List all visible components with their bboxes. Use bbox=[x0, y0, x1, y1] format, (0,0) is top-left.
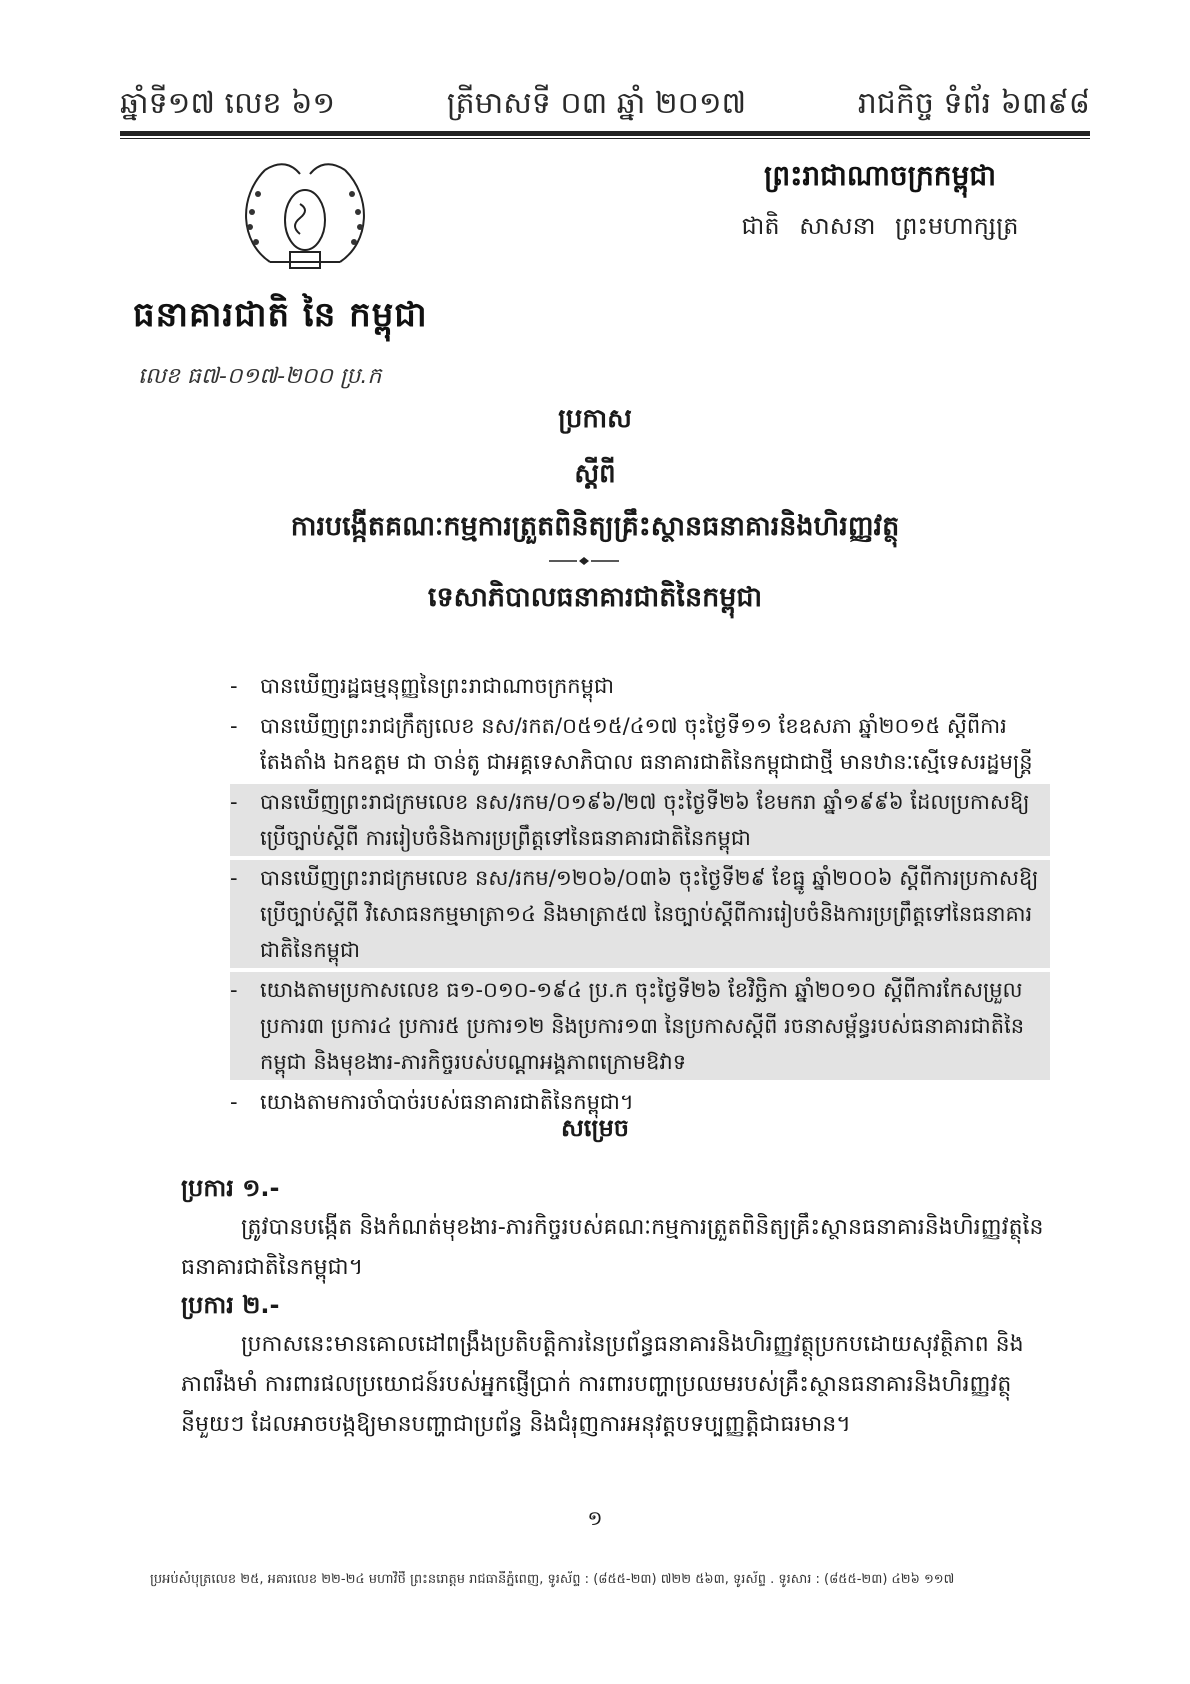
preamble-item: - បានឃើញរដ្ឋធម្មនុញ្ញនៃព្រះរាជាណាចក្រកម្ពុជា bbox=[230, 668, 1050, 704]
header-page-ref: រាជកិច្ច ទំព័រ ៦៣៩៨ bbox=[857, 86, 1090, 121]
running-header bbox=[120, 82, 1090, 128]
document-type: ប្រកាស bbox=[558, 404, 632, 434]
preamble-item: - បានឃើញព្រះរាជក្រឹត្យលេខ នស/រកត/០៥១៥/៤១៧ ចុះថ្ងៃទី១១ ខែឧសភា ឆ្នាំ២០១៥ ស្ដីពីការតែងតាំង ឯកឧត្តម ជា ចាន់តូ ជាអគ្គទេសាភិបាល ធនាគារជាតិនៃកម្ពុជាជាថ្មី មានឋានៈស្មើទេសរដ្ឋមន្ត្រី bbox=[230, 708, 1050, 780]
preamble-item: - បានឃើញព្រះរាជក្រមលេខ នស/រកម/១២០៦/០៣៦ ចុះថ្ងៃទី២៩ ខែធ្នូ ឆ្នាំ២០០៦ ស្ដីពីការប្រកាសឱ្យប្រើច្បាប់ស្ដីពី វិសោធនកម្មមាត្រា១៤ និងមាត្រា៥៧ នៃច្បាប់ស្ដីពីការរៀបចំនិងការប្រព្រឹត្តទៅនៃធនាគារជាតិនៃកម្ពុជា bbox=[230, 860, 1050, 968]
article-2-body: ប្រកាសនេះមានគោលដៅពង្រឹងប្រតិបត្តិការនៃប្រព័ន្ធធនាគារនិងហិរញ្ញវត្ថុប្រកបដោយសុវត្ថិភាព និងភាពរឹងមាំ ការពារផលប្រយោជន៍របស់អ្នកផ្ញើប្រាក់ ការពារបញ្ហាប្រឈមរបស់គ្រឹះស្ថានធនាគារនិងហិរញ្ញវត្ថុនីមួយៗ ដែលអាចបង្កឱ្យមានបញ្ហាជាប្រព័ន្ធ និងជំរុញការអនុវត្តបទប្បញ្ញត្តិជាធរមាន។ bbox=[181, 1332, 1024, 1437]
header-quarter: ត្រីមាសទី ០៣ ឆ្នាំ ២០១៧ bbox=[446, 86, 747, 121]
kingdom-motto: ជាតិ សាសនា ព្រះមហាក្សត្រ bbox=[741, 212, 1019, 240]
document-subject: ការបង្កើតគណៈកម្មការត្រួតពិនិត្យគ្រឹះស្ថានធនាគារនិងហិរញ្ញវត្ថុ bbox=[290, 511, 900, 542]
footer-address: ប្រអប់សំបុត្រលេខ ២៥, អគារលេខ ២២-២៤ មហាវិថី ព្រះនរោត្តម រាជធានីភ្នំពេញ, ទូរស័ព្ទ : (៨៥៥-២៣) ៧២២ ៥៦៣, ទូរស័ព្ទ . ទូរសារ : (៨៥៥-២៣) ៤២៦ ១១៧ bbox=[150, 1572, 955, 1587]
divider-ornament-icon bbox=[549, 555, 619, 567]
document-about: ស្ដីពី bbox=[574, 459, 616, 489]
preamble-list bbox=[230, 668, 1050, 1124]
issuer-title: ទេសាភិបាលធនាគារជាតិនៃកម្ពុជា bbox=[427, 582, 763, 613]
article-1-body: ត្រូវបានបង្កើត និងកំណត់មុខងារ-ភារកិច្ចរបស់គណៈកម្មការត្រួតពិនិត្យគ្រឹះស្ថានធនាគារនិងហិរញ្ញវត្ថុនៃធនាគារជាតិនៃកម្ពុជា។ bbox=[181, 1215, 1044, 1280]
kingdom-title: ព្រះរាជាណាចក្រកម្ពុជា bbox=[763, 159, 996, 192]
preamble-item: - យោងតាមការចាំបាច់របស់ធនាគារជាតិនៃកម្ពុជា។ bbox=[230, 1084, 1050, 1120]
page-number: ១ bbox=[587, 1506, 603, 1530]
decision-heading: សម្រេច bbox=[560, 1114, 630, 1142]
preamble-item: - យោងតាមប្រកាសលេខ ធ១-០១០-១៩៤ ប្រ.ក ចុះថ្ងៃទី២៦ ខែវិច្ឆិកា ឆ្នាំ២០១០ ស្ដីពីការកែសម្រួលប្រការ៣ ប្រការ៤ ប្រការ៥ ប្រការ១២ និងប្រការ១៣ នៃប្រកាសស្ដីពី រចនាសម្ព័ន្ធរបស់ធនាគារជាតិនៃកម្ពុជា និងមុខងារ-ភារកិច្ចរបស់បណ្ដាអង្គភាពក្រោមឱវាទ bbox=[230, 972, 1050, 1080]
article-2-heading: ប្រការ ២.- bbox=[181, 1291, 280, 1319]
kingdom-heading bbox=[720, 158, 1040, 246]
preamble-item: - បានឃើញព្រះរាជក្រមលេខ នស/រកម/០១៩៦/២៧ ចុះថ្ងៃទី២៦ ខែមករា ឆ្នាំ១៩៩៦ ដែលប្រកាសឱ្យប្រើច្បាប់ស្ដីពី ការរៀបចំនិងការប្រព្រឹត្តទៅនៃធនាគារជាតិនៃកម្ពុជា bbox=[230, 784, 1050, 856]
bank-name: ធនាគារជាតិ នៃ កម្ពុជា bbox=[133, 295, 428, 335]
reference-number: លេខ ធ៧-០១៧-២០០ ប្រ.ក bbox=[138, 364, 382, 389]
bank-emblem-icon bbox=[230, 152, 380, 282]
header-issue-number: ឆ្នាំទី១៧ លេខ ៦១ bbox=[120, 86, 336, 121]
article-1-heading: ប្រការ ១.- bbox=[181, 1174, 280, 1202]
header-rule bbox=[120, 131, 1090, 139]
